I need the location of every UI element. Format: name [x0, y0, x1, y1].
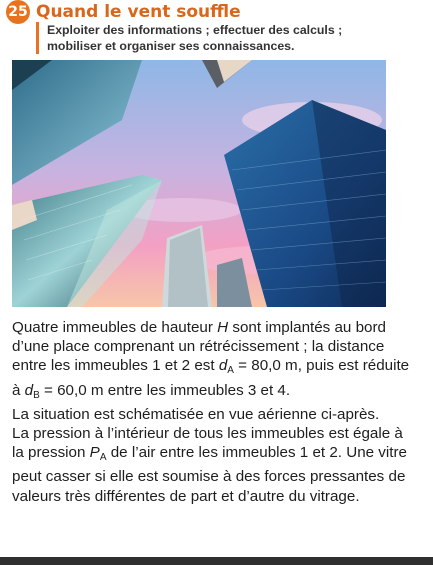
- skyscrapers-photo: [12, 60, 386, 307]
- exercise-header: [6, 0, 241, 24]
- bottom-bar: [0, 557, 433, 565]
- statement-paragraph-1: [12, 318, 412, 405]
- distance-dA-subscript: A: [227, 365, 234, 377]
- objectives-box: [36, 22, 407, 54]
- statement-paragraph-2: La situation est schématisée en vue aérienne ci-après.: [12, 405, 380, 423]
- exercise-number-badge: 25: [6, 0, 30, 24]
- pressure-symbol: P: [89, 444, 100, 462]
- p1-part-d: = 60,0 m entre les immeubles 3 et 4.: [39, 381, 291, 399]
- objectives-line-1: Exploiter des informations ; effectuer des calculs ;: [47, 23, 343, 37]
- p3-part-a: La pression à l’intérieur de tous les immeubles est égale à la pression: [12, 425, 403, 462]
- p1-part-a: Quatre immeubles de hauteur: [12, 319, 218, 336]
- distance-dB-subscript: B: [33, 389, 40, 401]
- statement-paragraph-3: [12, 424, 412, 506]
- p1-part-c: = 80,0 m, puis est réduite à: [12, 357, 410, 399]
- distance-dA-symbol: d: [218, 357, 228, 375]
- pressure-subscript: A: [99, 452, 107, 464]
- exercise-statement: [12, 318, 412, 506]
- skyscrapers-illustration: [12, 60, 386, 307]
- height-symbol: H: [217, 319, 229, 336]
- objectives-line-2: mobiliser et organiser ses connaissances.: [47, 39, 295, 53]
- p3-part-b: de l’air entre les immeubles 1 et 2. Une vitre peut casser si elle est soumise à des forces pressantes de valeurs très différentes de part et d’autre du vitrage.: [12, 444, 407, 505]
- p1-part-b: sont implantés au bord d’une place comprenant un rétrécissement ; la distance entre les immeubles 1 et 2 est: [12, 319, 386, 375]
- distance-dB-symbol: d: [24, 381, 34, 399]
- exercise-title: Quand le vent souffle: [36, 2, 241, 22]
